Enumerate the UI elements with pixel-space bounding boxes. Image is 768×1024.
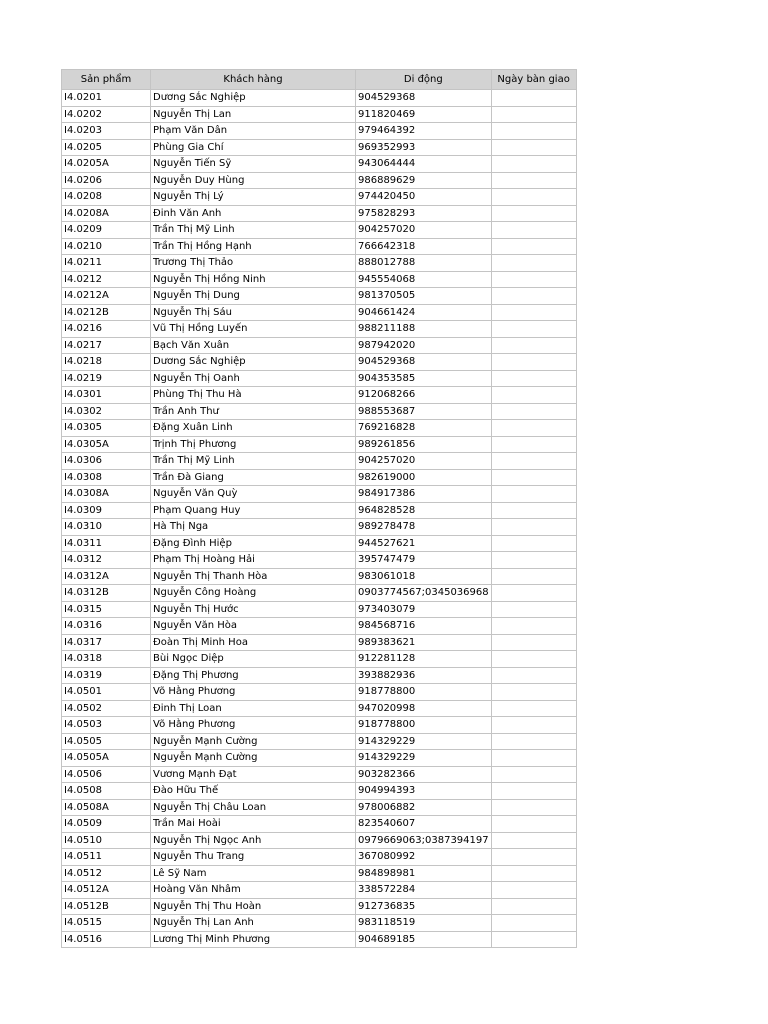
table-row <box>62 90 577 107</box>
table-row <box>62 403 577 420</box>
cell-customer: Dương Sắc Nghiệp <box>151 90 356 107</box>
cell-handover-date <box>491 337 576 354</box>
cell-handover-date <box>491 519 576 536</box>
cell-handover-date <box>491 898 576 915</box>
cell-handover-date <box>491 156 576 173</box>
cell-product: I4.0308A <box>62 486 151 503</box>
cell-product: I4.0312B <box>62 585 151 602</box>
table-row <box>62 519 577 536</box>
cell-customer: Nguyễn Văn Hòa <box>151 618 356 635</box>
cell-customer: Trịnh Thị Phương <box>151 436 356 453</box>
cell-product: I4.0305 <box>62 420 151 437</box>
table-row <box>62 469 577 486</box>
cell-customer: Phùng Thị Thu Hà <box>151 387 356 404</box>
cell-mobile: 904257020 <box>356 222 492 239</box>
table-row <box>62 552 577 569</box>
cell-customer: Nguyễn Thị Oanh <box>151 370 356 387</box>
cell-handover-date <box>491 799 576 816</box>
cell-product: I4.0311 <box>62 535 151 552</box>
cell-handover-date <box>491 387 576 404</box>
table-row <box>62 271 577 288</box>
table-body <box>62 90 577 948</box>
cell-customer: Võ Hằng Phương <box>151 684 356 701</box>
cell-customer: Nguyễn Tiến Sỹ <box>151 156 356 173</box>
cell-customer: Đinh Văn Anh <box>151 205 356 222</box>
cell-customer: Phùng Gia Chí <box>151 139 356 156</box>
cell-product: I4.0502 <box>62 700 151 717</box>
cell-mobile: 979464392 <box>356 123 492 140</box>
table-row <box>62 304 577 321</box>
cell-customer: Đặng Thị Phương <box>151 667 356 684</box>
cell-customer: Trần Mai Hoài <box>151 816 356 833</box>
table-row <box>62 634 577 651</box>
cell-handover-date <box>491 931 576 948</box>
cell-product: I4.0208A <box>62 205 151 222</box>
cell-mobile: 0979669063;0387394197 <box>356 832 492 849</box>
cell-mobile: 988553687 <box>356 403 492 420</box>
table-row <box>62 106 577 123</box>
cell-handover-date <box>491 106 576 123</box>
cell-mobile: 912736835 <box>356 898 492 915</box>
cell-handover-date <box>491 700 576 717</box>
cell-product: I4.0508 <box>62 783 151 800</box>
cell-customer: Nguyễn Mạnh Cường <box>151 750 356 767</box>
cell-product: I4.0208 <box>62 189 151 206</box>
cell-handover-date <box>491 585 576 602</box>
table-row <box>62 387 577 404</box>
cell-product: I4.0212B <box>62 304 151 321</box>
cell-customer: Đặng Xuân Linh <box>151 420 356 437</box>
table-row <box>62 733 577 750</box>
cell-product: I4.0212A <box>62 288 151 305</box>
cell-handover-date <box>491 271 576 288</box>
cell-product: I4.0512B <box>62 898 151 915</box>
cell-customer: Nguyễn Thu Trang <box>151 849 356 866</box>
table-row <box>62 288 577 305</box>
cell-mobile: 904529368 <box>356 90 492 107</box>
cell-mobile: 904353585 <box>356 370 492 387</box>
cell-product: I4.0510 <box>62 832 151 849</box>
cell-product: I4.0511 <box>62 849 151 866</box>
cell-product: I4.0216 <box>62 321 151 338</box>
cell-product: I4.0219 <box>62 370 151 387</box>
table-row <box>62 172 577 189</box>
table-row <box>62 156 577 173</box>
cell-handover-date <box>491 304 576 321</box>
header-product: Sản phẩm <box>62 70 151 90</box>
cell-handover-date <box>491 568 576 585</box>
cell-handover-date <box>491 634 576 651</box>
cell-customer: Nguyễn Thị Thanh Hòa <box>151 568 356 585</box>
cell-customer: Trần Thị Hồng Hạnh <box>151 238 356 255</box>
cell-customer: Nguyễn Thị Châu Loan <box>151 799 356 816</box>
cell-product: I4.0302 <box>62 403 151 420</box>
cell-product: I4.0508A <box>62 799 151 816</box>
cell-handover-date <box>491 502 576 519</box>
table-row <box>62 321 577 338</box>
cell-product: I4.0309 <box>62 502 151 519</box>
cell-customer: Nguyễn Thị Thu Hoàn <box>151 898 356 915</box>
table-row <box>62 799 577 816</box>
cell-handover-date <box>491 370 576 387</box>
cell-product: I4.0306 <box>62 453 151 470</box>
table-row <box>62 238 577 255</box>
cell-mobile: 989278478 <box>356 519 492 536</box>
cell-handover-date <box>491 469 576 486</box>
cell-mobile: 914329229 <box>356 750 492 767</box>
cell-product: I4.0317 <box>62 634 151 651</box>
cell-mobile: 918778800 <box>356 684 492 701</box>
table-row <box>62 832 577 849</box>
cell-mobile: 973403079 <box>356 601 492 618</box>
cell-mobile: 904994393 <box>356 783 492 800</box>
table-row <box>62 370 577 387</box>
table-row <box>62 816 577 833</box>
cell-mobile: 914329229 <box>356 733 492 750</box>
cell-mobile: 912068266 <box>356 387 492 404</box>
table-row <box>62 123 577 140</box>
header-row <box>62 70 577 90</box>
table-row <box>62 337 577 354</box>
cell-mobile: 988211188 <box>356 321 492 338</box>
cell-mobile: 904661424 <box>356 304 492 321</box>
cell-mobile: 974420450 <box>356 189 492 206</box>
cell-customer: Trần Anh Thư <box>151 403 356 420</box>
cell-product: I4.0515 <box>62 915 151 932</box>
cell-customer: Đào Hữu Thế <box>151 783 356 800</box>
cell-product: I4.0217 <box>62 337 151 354</box>
cell-customer: Nguyễn Mạnh Cường <box>151 733 356 750</box>
cell-product: I4.0312A <box>62 568 151 585</box>
cell-customer: Trần Thị Mỹ Linh <box>151 222 356 239</box>
table-row <box>62 255 577 272</box>
cell-customer: Nguyễn Thị Dung <box>151 288 356 305</box>
cell-product: I4.0516 <box>62 931 151 948</box>
cell-customer: Nguyễn Thị Sáu <box>151 304 356 321</box>
table-row <box>62 651 577 668</box>
cell-mobile: 904529368 <box>356 354 492 371</box>
table-row <box>62 931 577 948</box>
cell-mobile: 984568716 <box>356 618 492 635</box>
table-row <box>62 585 577 602</box>
cell-product: I4.0319 <box>62 667 151 684</box>
cell-customer: Hoàng Văn Nhâm <box>151 882 356 899</box>
table-row <box>62 849 577 866</box>
table-row <box>62 486 577 503</box>
cell-mobile: 989383621 <box>356 634 492 651</box>
table-row <box>62 750 577 767</box>
table-row <box>62 915 577 932</box>
cell-customer: Đoàn Thị Minh Hoa <box>151 634 356 651</box>
table-row <box>62 420 577 437</box>
cell-customer: Đinh Thị Loan <box>151 700 356 717</box>
cell-handover-date <box>491 667 576 684</box>
cell-mobile: 903282366 <box>356 766 492 783</box>
cell-handover-date <box>491 189 576 206</box>
cell-mobile: 944527621 <box>356 535 492 552</box>
cell-mobile: 904689185 <box>356 931 492 948</box>
cell-mobile: 984898981 <box>356 865 492 882</box>
cell-handover-date <box>491 238 576 255</box>
table-row <box>62 865 577 882</box>
cell-handover-date <box>491 205 576 222</box>
cell-product: I4.0201 <box>62 90 151 107</box>
cell-product: I4.0203 <box>62 123 151 140</box>
cell-product: I4.0512A <box>62 882 151 899</box>
cell-mobile: 918778800 <box>356 717 492 734</box>
cell-mobile: 983118519 <box>356 915 492 932</box>
cell-customer: Vũ Thị Hồng Luyến <box>151 321 356 338</box>
cell-product: I4.0512 <box>62 865 151 882</box>
cell-customer: Vương Mạnh Đạt <box>151 766 356 783</box>
cell-product: I4.0505 <box>62 733 151 750</box>
cell-handover-date <box>491 766 576 783</box>
cell-handover-date <box>491 865 576 882</box>
cell-mobile: 986889629 <box>356 172 492 189</box>
table-row <box>62 882 577 899</box>
cell-product: I4.0312 <box>62 552 151 569</box>
cell-mobile: 945554068 <box>356 271 492 288</box>
cell-customer: Trương Thị Thảo <box>151 255 356 272</box>
cell-handover-date <box>491 139 576 156</box>
cell-mobile: 912281128 <box>356 651 492 668</box>
cell-customer: Hà Thị Nga <box>151 519 356 536</box>
cell-product: I4.0506 <box>62 766 151 783</box>
cell-handover-date <box>491 436 576 453</box>
cell-customer: Bạch Văn Xuân <box>151 337 356 354</box>
table-row <box>62 667 577 684</box>
cell-mobile: 984917386 <box>356 486 492 503</box>
cell-product: I4.0211 <box>62 255 151 272</box>
cell-mobile: 0903774567;0345036968 <box>356 585 492 602</box>
customer-table <box>61 69 577 948</box>
cell-product: I4.0503 <box>62 717 151 734</box>
cell-product: I4.0308 <box>62 469 151 486</box>
cell-mobile: 947020998 <box>356 700 492 717</box>
cell-customer: Nguyễn Duy Hùng <box>151 172 356 189</box>
table-row <box>62 453 577 470</box>
table-row <box>62 535 577 552</box>
cell-product: I4.0301 <box>62 387 151 404</box>
cell-mobile: 367080992 <box>356 849 492 866</box>
cell-handover-date <box>491 403 576 420</box>
cell-handover-date <box>491 717 576 734</box>
cell-handover-date <box>491 123 576 140</box>
cell-product: I4.0205A <box>62 156 151 173</box>
cell-customer: Bùi Ngọc Diệp <box>151 651 356 668</box>
cell-handover-date <box>491 354 576 371</box>
cell-product: I4.0509 <box>62 816 151 833</box>
table-row <box>62 700 577 717</box>
cell-product: I4.0305A <box>62 436 151 453</box>
cell-handover-date <box>491 172 576 189</box>
cell-customer: Nguyễn Thị Ngọc Anh <box>151 832 356 849</box>
cell-customer: Trần Thị Mỹ Linh <box>151 453 356 470</box>
cell-handover-date <box>491 849 576 866</box>
cell-customer: Nguyễn Thị Hước <box>151 601 356 618</box>
cell-customer: Nguyễn Văn Quỳ <box>151 486 356 503</box>
cell-handover-date <box>491 733 576 750</box>
cell-mobile: 943064444 <box>356 156 492 173</box>
cell-handover-date <box>491 915 576 932</box>
cell-mobile: 964828528 <box>356 502 492 519</box>
cell-handover-date <box>491 420 576 437</box>
cell-customer: Võ Hằng Phương <box>151 717 356 734</box>
cell-customer: Nguyễn Thị Hồng Ninh <box>151 271 356 288</box>
cell-customer: Lương Thị Minh Phương <box>151 931 356 948</box>
cell-handover-date <box>491 535 576 552</box>
table-row <box>62 618 577 635</box>
cell-mobile: 982619000 <box>356 469 492 486</box>
cell-mobile: 981370505 <box>356 288 492 305</box>
table-row <box>62 354 577 371</box>
table-row <box>62 436 577 453</box>
cell-handover-date <box>491 651 576 668</box>
cell-product: I4.0316 <box>62 618 151 635</box>
table-row <box>62 189 577 206</box>
cell-mobile: 978006882 <box>356 799 492 816</box>
cell-mobile: 983061018 <box>356 568 492 585</box>
cell-product: I4.0202 <box>62 106 151 123</box>
cell-mobile: 904257020 <box>356 453 492 470</box>
table-row <box>62 717 577 734</box>
cell-product: I4.0505A <box>62 750 151 767</box>
cell-mobile: 969352993 <box>356 139 492 156</box>
cell-handover-date <box>491 288 576 305</box>
cell-mobile: 338572284 <box>356 882 492 899</box>
table-row <box>62 205 577 222</box>
cell-product: I4.0206 <box>62 172 151 189</box>
table-row <box>62 139 577 156</box>
cell-customer: Dương Sắc Nghiệp <box>151 354 356 371</box>
header-customer: Khách hàng <box>151 70 356 90</box>
header-mobile: Di động <box>356 70 492 90</box>
cell-product: I4.0209 <box>62 222 151 239</box>
cell-handover-date <box>491 750 576 767</box>
table-row <box>62 783 577 800</box>
cell-product: I4.0212 <box>62 271 151 288</box>
table-row <box>62 684 577 701</box>
table-row <box>62 502 577 519</box>
table-row <box>62 568 577 585</box>
cell-handover-date <box>491 552 576 569</box>
cell-customer: Phạm Văn Dân <box>151 123 356 140</box>
cell-customer: Đặng Đình Hiệp <box>151 535 356 552</box>
cell-product: I4.0501 <box>62 684 151 701</box>
cell-customer: Lê Sỹ Nam <box>151 865 356 882</box>
table-row <box>62 898 577 915</box>
table-row <box>62 601 577 618</box>
cell-handover-date <box>491 601 576 618</box>
cell-product: I4.0210 <box>62 238 151 255</box>
cell-handover-date <box>491 618 576 635</box>
cell-mobile: 975828293 <box>356 205 492 222</box>
cell-mobile: 911820469 <box>356 106 492 123</box>
cell-customer: Nguyễn Thị Lan <box>151 106 356 123</box>
cell-mobile: 769216828 <box>356 420 492 437</box>
cell-handover-date <box>491 255 576 272</box>
cell-customer: Nguyễn Thị Lan Anh <box>151 915 356 932</box>
cell-handover-date <box>491 453 576 470</box>
cell-customer: Phạm Quang Huy <box>151 502 356 519</box>
cell-customer: Trần Đà Giang <box>151 469 356 486</box>
cell-mobile: 888012788 <box>356 255 492 272</box>
cell-mobile: 395747479 <box>356 552 492 569</box>
cell-product: I4.0310 <box>62 519 151 536</box>
header-handover-date: Ngày bàn giao <box>491 70 576 90</box>
cell-product: I4.0315 <box>62 601 151 618</box>
cell-product: I4.0318 <box>62 651 151 668</box>
cell-customer: Nguyễn Thị Lý <box>151 189 356 206</box>
cell-mobile: 987942020 <box>356 337 492 354</box>
table-row <box>62 766 577 783</box>
cell-customer: Nguyễn Công Hoàng <box>151 585 356 602</box>
cell-handover-date <box>491 816 576 833</box>
cell-handover-date <box>491 832 576 849</box>
cell-handover-date <box>491 783 576 800</box>
cell-handover-date <box>491 222 576 239</box>
cell-handover-date <box>491 486 576 503</box>
cell-handover-date <box>491 684 576 701</box>
table-row <box>62 222 577 239</box>
cell-handover-date <box>491 90 576 107</box>
cell-handover-date <box>491 882 576 899</box>
cell-customer: Phạm Thị Hoàng Hải <box>151 552 356 569</box>
cell-mobile: 393882936 <box>356 667 492 684</box>
cell-mobile: 823540607 <box>356 816 492 833</box>
cell-mobile: 766642318 <box>356 238 492 255</box>
cell-mobile: 989261856 <box>356 436 492 453</box>
cell-handover-date <box>491 321 576 338</box>
cell-product: I4.0218 <box>62 354 151 371</box>
cell-product: I4.0205 <box>62 139 151 156</box>
